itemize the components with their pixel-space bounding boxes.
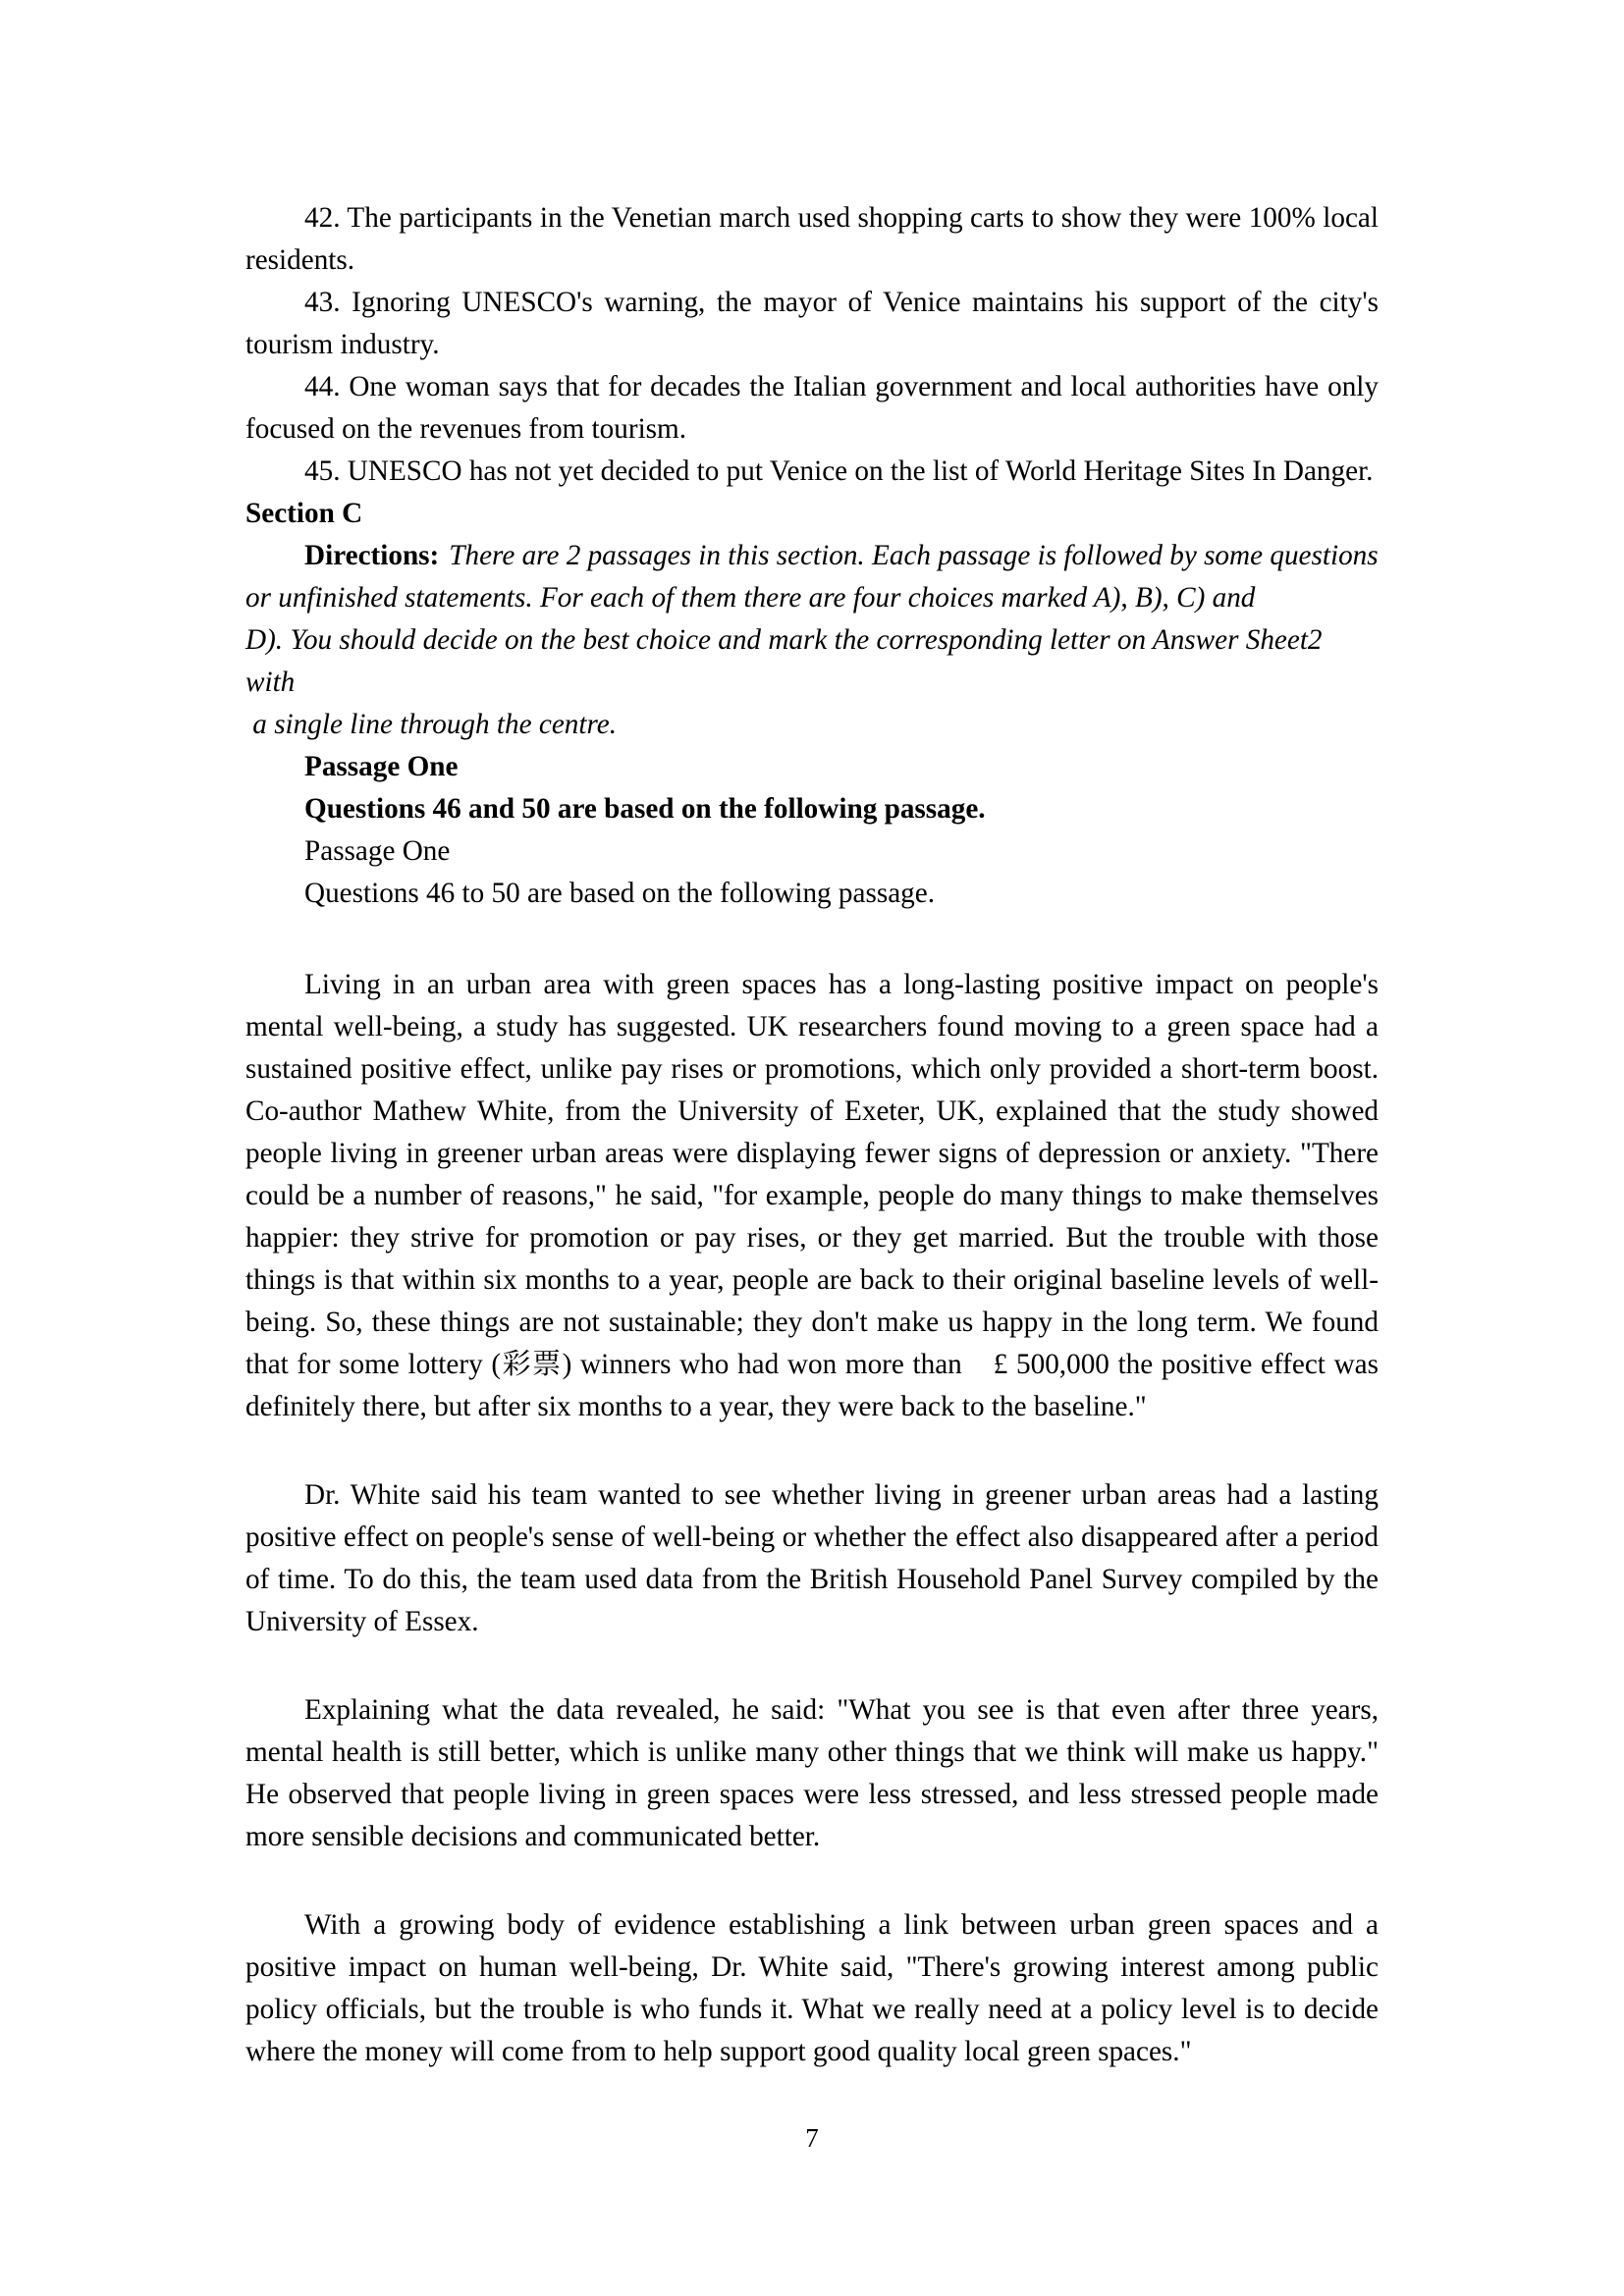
- question-item-42: 42. The participants in the Venetian march used shopping carts to show they were 100% local residents.: [245, 202, 1379, 276]
- question-item-43: 43. Ignoring UNESCO's warning, the mayor of Venice maintains his support of the city's tourism industry.: [245, 287, 1379, 360]
- passage-paragraph-4: With a growing body of evidence establishing a link between urban green spaces and a positive impact on human well-being, Dr. White said, "There's growing interest among public policy officials, but the trouble is who funds it. What we really need at a policy level is to decide where the money will come from to help support good quality local green spaces.": [245, 1909, 1379, 2067]
- passage-questions-heading-bold: Questions 46 and 50 are based on the following passage.: [304, 793, 986, 825]
- directions-text-1: There are 2 passages in this section. Each passage is followed by some questions: [449, 540, 1379, 571]
- passage-paragraph-3: Explaining what the data revealed, he said: "What you see is that even after three years, mental health is still better, which is unlike many other things that we think will make us happy." He observed that people living in green spaces were less stressed, and less stressed people made more sensible decisions and communicated better.: [245, 1694, 1379, 1852]
- text-content: [245, 197, 1379, 2073]
- directions-line-1: [245, 535, 1379, 577]
- passage-questions-heading-plain: Questions 46 to 50 are based on the following passage.: [304, 878, 935, 909]
- directions-line-2: or unfinished statements. For each of them there are four choices marked A), B), C) and: [245, 582, 1256, 614]
- passage-paragraph-1: Living in an urban area with green spaces has a long-lasting positive impact on people's mental well-being, a study has suggested. UK researchers found moving to a green space had a sustained positive effect, unlike pay rises or promotions, which only provided a short-term boost. Co-author Mathew White, from the University of Exeter, UK, explained that the study showed people living in greener urban areas were displaying fewer signs of depression or anxiety. "There could be a number of reasons," he said, "for example, people do many things to make themselves happier: they strive for promotion or pay rises, or they get married. But the trouble with those things is that within six months to a year, people are back to their original baseline levels of well-being. So, these things are not sustainable; they don't make us happy in the long term. We found that for some lottery (彩票) winners who had won more than £ 500,000 the positive effect was definitely there, but after six months to a year, they were back to the baseline.": [245, 969, 1379, 1422]
- directions-line-4: a single line through the centre.: [245, 709, 618, 740]
- directions-line-3: D). You should decide on the best choice and mark the corresponding letter on Answer Sheet2 with: [245, 624, 1329, 698]
- question-item-45: 45. UNESCO has not yet decided to put Venice on the list of World Heritage Sites In Danger.: [304, 455, 1374, 487]
- passage-paragraph-2: Dr. White said his team wanted to see whether living in greener urban areas had a lasting positive effect on people's sense of well-being or whether the effect also disappeared after a period of time. To do this, the team used data from the British Household Panel Survey compiled by the University of Essex.: [245, 1479, 1379, 1637]
- passage-one-heading-bold: Passage One: [304, 751, 459, 782]
- section-c-heading: Section C: [245, 498, 363, 529]
- question-item-44: 44. One woman says that for decades the Italian government and local authorities have only focused on the revenues from tourism.: [245, 371, 1379, 445]
- passage-one-heading-plain: Passage One: [304, 835, 451, 867]
- directions-label: Directions:: [304, 540, 440, 571]
- page-number: 7: [805, 2123, 819, 2153]
